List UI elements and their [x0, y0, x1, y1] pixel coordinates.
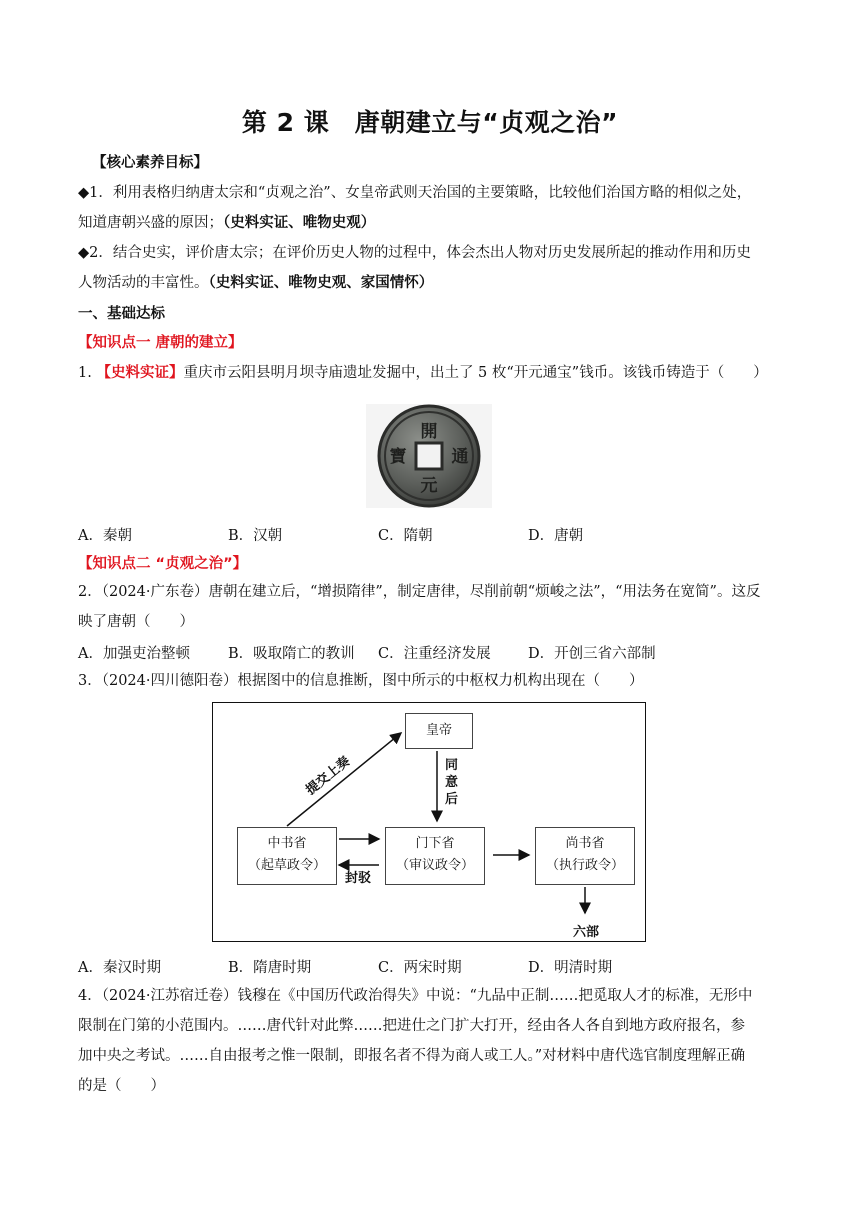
question-4-line-1: 4．（2024·江苏宿迁卷）钱穆在《中国历代政治得失》中说：“九品中正制……把觅取人才的标准，无形中	[78, 988, 753, 1004]
coin-char-right: 通	[451, 447, 469, 467]
zhongshu-role: （起草政令）	[247, 858, 326, 873]
knowledge-point-2: 【知识点二 “贞观之治”】	[78, 556, 248, 572]
kaiyuan-coin-image	[366, 404, 492, 508]
goal-1-line-2	[78, 213, 784, 233]
zhongshu-box	[237, 827, 337, 885]
question-2-option-a[interactable]: A．加强吏治整顿	[78, 646, 190, 662]
shangshu-box	[535, 827, 635, 885]
question-2-option-c[interactable]: C．注重经济发展	[378, 646, 491, 662]
question-3-option-b[interactable]: B．隋唐时期	[228, 960, 312, 976]
question-4-line-4: 的是（ ）	[78, 1078, 165, 1094]
submit-label: 提交上奏	[303, 753, 354, 799]
approve-char-3: 后	[445, 792, 459, 807]
question-1-option-b[interactable]: B．汉朝	[228, 528, 283, 544]
question-4-line-2: 限制在门第的小范围内。……唐代针对此弊……把进仕之门扩大打开，经由各人各自到地方政府报名，参	[78, 1018, 745, 1034]
coin-char-top: 開	[420, 422, 438, 442]
question-1-option-a[interactable]: A．秦朝	[78, 528, 132, 544]
question-2-option-b[interactable]: B．吸取隋亡的教训	[228, 646, 355, 662]
goals-heading: 【核心素养目标】	[92, 155, 208, 171]
question-1-option-d[interactable]: D．唐朝	[528, 528, 584, 544]
goal-1-tag: （史料实证、唯物史观）	[223, 215, 376, 231]
question-2-line-1: 2．（2024·广东卷）唐朝在建立后，“增损隋律”，制定唐律，尽削前朝“烦峻之法”，“用法务在宽简”。这反	[78, 584, 761, 600]
knowledge-point-1: 【知识点一 唐朝的建立】	[78, 335, 243, 351]
question-1-options	[78, 524, 784, 545]
question-1-number: 1.	[78, 365, 92, 381]
shangshu-role: （执行政令）	[545, 858, 624, 873]
approve-char-1: 同	[445, 758, 459, 773]
question-3-options	[78, 956, 784, 977]
reject-label: 封驳	[345, 871, 372, 886]
goal-1-line-1: ◆1．利用表格归纳唐太宗和“贞观之治”、女皇帝武则天治国的主要策略，比较他们治国方略的相似之处，	[78, 185, 752, 201]
question-1-tag: 【史料实证】	[96, 365, 184, 381]
question-3-stem: 3．（2024·四川德阳卷）根据图中的信息推断，图中所示的中枢权力机构出现在（ ）	[78, 673, 644, 689]
goal-2-tag: （史料实证、唯物史观、家国情怀）	[208, 275, 434, 291]
menxia-label: 门下省	[415, 836, 455, 851]
six-ministries-label: 六部	[573, 925, 600, 940]
menxia-box	[385, 827, 485, 885]
zhongshu-label: 中书省	[267, 836, 307, 851]
menxia-role: （审议政令）	[395, 858, 474, 873]
coin-char-bottom: 元	[420, 476, 438, 496]
question-2-option-d[interactable]: D．开创三省六部制	[528, 646, 656, 662]
question-3-option-c[interactable]: C．两宋时期	[378, 960, 462, 976]
question-1-option-c[interactable]: C．隋朝	[378, 528, 433, 544]
goal-2-line-2	[78, 273, 784, 293]
question-4-line-3: 加中央之考试。……自由报考之惟一限制，即报名者不得为商人或工人。”对材料中唐代选官制度理解正确	[78, 1048, 746, 1064]
approve-char-2: 意	[445, 775, 459, 790]
section-heading: 一、基础达标	[78, 306, 165, 322]
goal-2-text: 人物活动的丰富性。	[78, 275, 209, 291]
shangshu-label: 尚书省	[565, 836, 605, 851]
coin-char-left: 寶	[389, 447, 407, 467]
question-3-option-a[interactable]: A．秦汉时期	[78, 960, 161, 976]
question-2-options	[78, 642, 784, 663]
approve-label	[445, 757, 458, 808]
question-3-option-d[interactable]: D．明清时期	[528, 960, 613, 976]
three-departments-diagram	[212, 702, 646, 942]
question-1-text: 重庆市云阳县明月坝寺庙遗址发掘中，出土了 5 枚“开元通宝”钱币。该钱币铸造于（ ）	[183, 365, 768, 381]
question-1-stem	[78, 363, 784, 383]
page-title: 第 2 课 唐朝建立与“贞观之治”	[241, 108, 619, 137]
emperor-box: 皇帝	[405, 713, 473, 749]
goal-2-line-1: ◆2．结合史实，评价唐太宗；在评价历史人物的过程中，体会杰出人物对历史发展所起的推动作用和历史	[78, 245, 751, 261]
goal-1-text: 知道唐朝兴盛的原因；	[78, 215, 223, 231]
question-2-line-2: 映了唐朝（ ）	[78, 614, 194, 630]
